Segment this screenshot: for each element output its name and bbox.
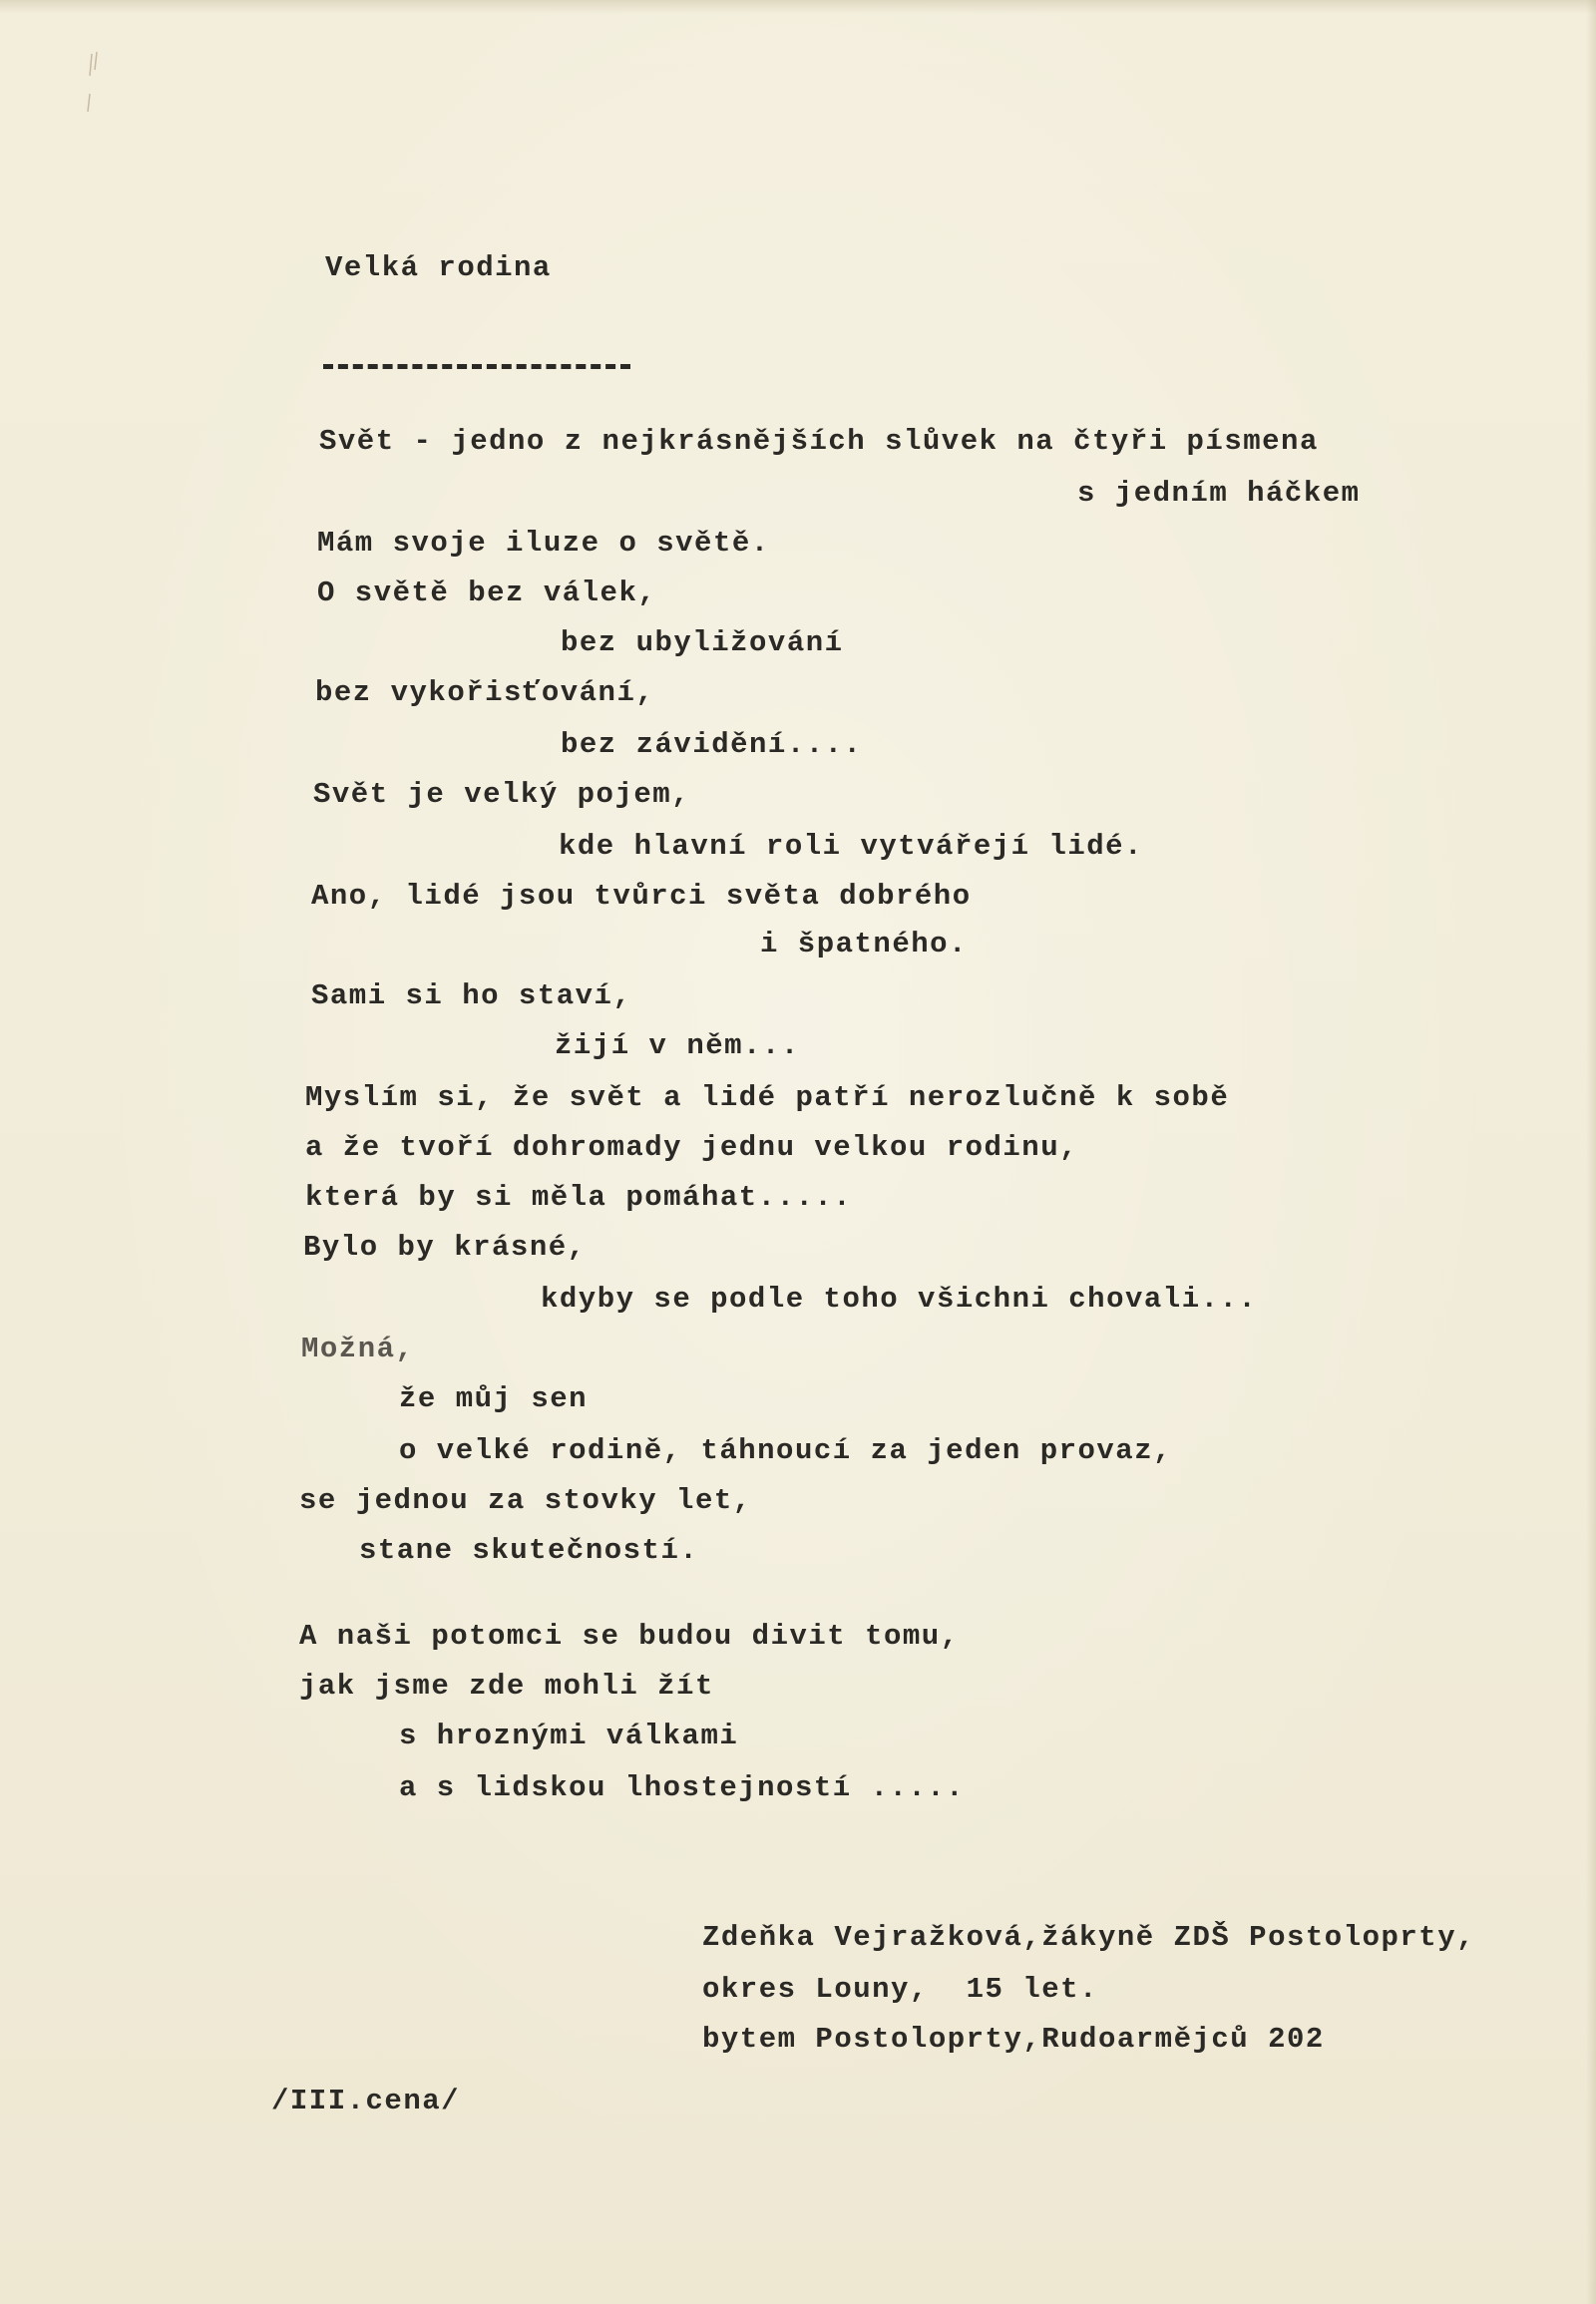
poem-line: Bylo by krásné, xyxy=(303,1231,587,1264)
poem-line: a s lidskou lhostejností ..... xyxy=(399,1771,966,1804)
poem-line: Svět - jedno z nejkrásnějších slůvek na čtyři písmena xyxy=(319,425,1319,458)
poem-line: A naši potomci se budou divit tomu, xyxy=(299,1620,960,1653)
poem-line: stane skutečností. xyxy=(359,1534,699,1567)
poem-line: bez závidění.... xyxy=(561,728,863,761)
poem-line: Možná, xyxy=(301,1333,415,1365)
poem-line: kde hlavní roli vytvářejí lidé. xyxy=(559,830,1143,863)
poem-line: s hroznými válkami xyxy=(399,1720,739,1752)
poem-line: bez vykořisťování, xyxy=(315,676,655,709)
title-underline xyxy=(323,364,630,369)
poem-line: a že tvoří dohromady jednu velkou rodinu, xyxy=(305,1131,1079,1164)
poem-line: že můj sen xyxy=(399,1382,589,1415)
poem-line: i špatného. xyxy=(760,928,968,960)
poem-line: O světě bez válek, xyxy=(317,576,657,609)
poem-line: kdyby se podle toho všichni chovali... xyxy=(541,1283,1258,1316)
poem-line: bez ubyližování xyxy=(561,626,844,659)
poem-line: Sami si ho staví, xyxy=(311,979,632,1012)
poem-line: žijí v něm... xyxy=(555,1029,800,1062)
poem-line: s jedním háčkem xyxy=(1077,477,1361,510)
poem-line: o velké rodině, táhnoucí za jeden provaz, xyxy=(399,1434,1173,1467)
signature-line: bytem Postoloprty,Rudoarmějců 202 xyxy=(702,2023,1325,2056)
poem-line: Svět je velký pojem, xyxy=(313,778,691,811)
signature-line: Zdeňka Vejražková,žákyně ZDŠ Postoloprty, xyxy=(702,1921,1476,1954)
award-note: /III.cena/ xyxy=(271,2085,461,2117)
poem-line: jak jsme zde mohli žít xyxy=(299,1670,714,1703)
poem-line: Mám svoje iluze o světě. xyxy=(317,527,770,560)
poem-line: Myslím si, že svět a lidé patří nerozlučně k sobě xyxy=(305,1081,1230,1114)
paper-top-edge xyxy=(0,0,1596,14)
poem-line: Ano, lidé jsou tvůrci světa dobrého xyxy=(311,880,972,913)
poem-title: Velká rodina xyxy=(325,251,552,284)
paper-right-edge xyxy=(1586,0,1596,2304)
paper-mark xyxy=(86,50,104,140)
poem-line: se jednou za stovky let, xyxy=(299,1484,752,1517)
poem-line: která by si měla pomáhat..... xyxy=(305,1181,853,1214)
signature-line: okres Louny, 15 let. xyxy=(702,1973,1098,2006)
